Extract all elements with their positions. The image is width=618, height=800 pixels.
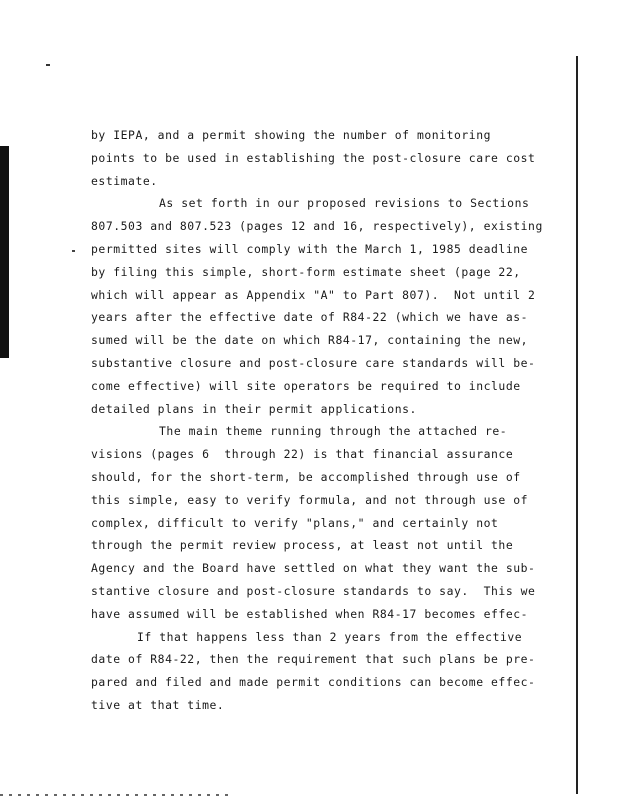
text-line: visions (pages 6 through 22) is that financial assurance [91,447,514,462]
scan-edge-artifact [0,146,9,358]
text-line: have assumed will be established when R84-17 becomes effec- [91,606,529,621]
paragraph-first-line: As set forth in our proposed revisions to Sections [159,196,530,211]
text-line: permitted sites will comply with the March 1, 1985 deadline [91,241,529,256]
text-line: tive at that time. [91,697,225,712]
text-line: this simple, easy to verify formula, and not through use of [91,492,529,507]
text-line: estimate. [91,173,158,188]
text-line: pared and filed and made permit conditions can become effec- [91,675,536,690]
text-line: come effective) will site operators be required to include [91,378,521,393]
scan-speck [46,64,50,66]
text-line: detailed plans in their permit applications. [91,401,417,416]
text-line: date of R84-22, then the requirement that such plans be pre- [91,652,536,667]
scan-speck [72,250,75,252]
text-line: through the permit review process, at least not until the [91,538,514,553]
paragraph-first-line: If that happens less than 2 years from the effective [137,629,523,644]
text-line: stantive closure and post-closure standards to say. This we [91,583,536,598]
paragraph-first-line: The main theme running through the attached re- [159,424,508,439]
text-line: substantive closure and post-closure care standards will be- [91,355,536,370]
scan-right-rule [576,56,578,794]
text-line: complex, difficult to verify "plans," and certainly not [91,515,499,530]
document-body [91,124,543,717]
text-line: by IEPA, and a permit showing the number of monitoring [91,128,492,142]
text-line: by filing this simple, short-form estimate sheet (page 22, [91,264,521,279]
text-line: sumed will be the date on which R84-17, containing the new, [91,333,529,348]
text-line: 807.503 and 807.523 (pages 12 and 16, respectively), existing [91,219,543,234]
text-line: Agency and the Board have settled on what they want the sub- [91,561,536,576]
scan-bottom-edge [0,794,230,796]
text-line: should, for the short-term, be accomplished through use of [91,469,521,484]
text-line: points to be used in establishing the post-closure care cost [91,150,536,165]
text-line: which will appear as Appendix "A" to Part 807). Not until 2 [91,287,536,302]
text-line: years after the effective date of R84-22 (which we have as- [91,310,529,325]
